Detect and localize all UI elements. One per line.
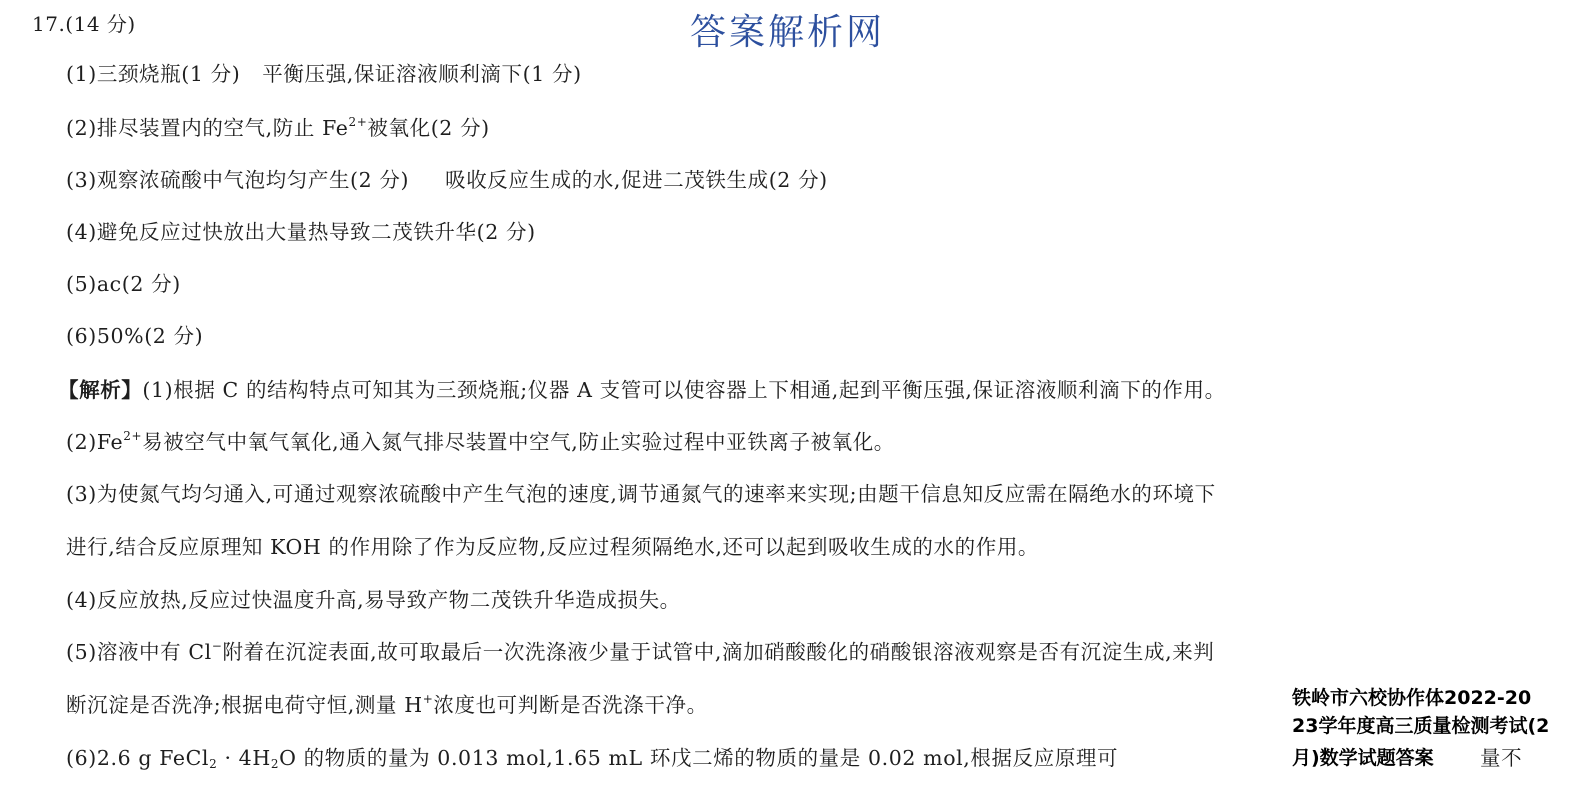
explanation-6-text-after: 附着在沉淀表面,故可取最后一次洗涤液少量于试管中,滴加硝酸酸化的硝酸银溶液观察是否有沉淀生成,来判 xyxy=(222,640,1215,664)
answer-line-4: (4)避免反应过快放出大量热导致二茂铁升华(2 分) xyxy=(66,220,536,244)
explanation-8-tail: 量不 xyxy=(1480,746,1523,770)
answer-line-3 xyxy=(66,166,828,194)
exam-title-overlay xyxy=(1292,684,1581,740)
explanation-7-text-before: 断沉淀是否洗净;根据电荷守恒,测量 H xyxy=(66,693,423,717)
answer-2-text-before: (2)排尽装置内的空气,防止 Fe xyxy=(66,116,349,140)
explanation-8-subscript-1: 2 xyxy=(209,757,218,771)
explanation-2-superscript: 2+ xyxy=(123,429,143,443)
explanation-8-part-3: O 的物质的量为 0.013 mol,1.65 mL 环戊二烯的物质的量是 0.02 mol,根据反应原理可 xyxy=(279,746,1119,770)
explanation-line-1 xyxy=(58,376,1226,404)
explanation-line-2 xyxy=(66,428,895,456)
explanation-7-superscript: + xyxy=(422,692,434,706)
answer-2-text-after: 被氧化(2 分) xyxy=(367,116,490,140)
explanation-6-text-before: (5)溶液中有 Cl xyxy=(66,640,212,664)
overlay-line-2: 23学年度高三质量检测考试(2 xyxy=(1292,715,1550,737)
explanation-8-part-2: · 4H xyxy=(217,746,271,770)
answer-line-1 xyxy=(66,60,582,88)
question-number: 17.(14 分) xyxy=(32,12,136,36)
overlay-line-1: 铁岭市六校协作体2022-20 xyxy=(1292,687,1532,709)
explanation-line-4: 进行,结合反应原理知 KOH 的作用除了作为反应物,反应过程须隔绝水,还可以起到吸收生成的水的作用。 xyxy=(66,535,1040,559)
explanation-line-8 xyxy=(66,744,1118,772)
explanation-line-5: (4)反应放热,反应过快温度升高,易导致产物二茂铁升华造成损失。 xyxy=(66,588,681,612)
explanation-1-text: (1)根据 C 的结构特点可知其为三颈烧瓶;仪器 A 支管可以使容器上下相通,起到平衡压强,保证溶液顺利滴下的作用。 xyxy=(142,378,1226,402)
watermark-title: 答案解析网 xyxy=(690,12,886,53)
explanation-7-text-after: 浓度也可判断是否洗涤干净。 xyxy=(433,693,708,717)
answer-1-part-2: 平衡压强,保证溶液顺利滴下(1 分) xyxy=(262,62,582,86)
explanation-label: 【解析】 xyxy=(58,378,143,402)
answer-line-5: (5)ac(2 分) xyxy=(66,272,181,296)
answer-line-2 xyxy=(66,114,490,142)
explanation-line-7 xyxy=(66,691,708,719)
explanation-6-superscript: − xyxy=(211,639,223,653)
answer-3-part-1: (3)观察浓硫酸中气泡均匀产生(2 分) xyxy=(66,168,410,192)
explanation-line-3: (3)为使氮气均匀通入,可通过观察浓硫酸中产生气泡的速度,调节通氮气的速率来实现;由题干信息知反应需在隔绝水的环境下 xyxy=(66,482,1216,506)
explanation-2-text-before: (2)Fe xyxy=(66,430,124,454)
answer-3-part-2: 吸收反应生成的水,促进二茂铁生成(2 分) xyxy=(445,168,828,192)
answer-line-6: (6)50%(2 分) xyxy=(66,324,204,348)
answer-1-part-1: (1)三颈烧瓶(1 分) xyxy=(66,62,241,86)
explanation-line-6 xyxy=(66,638,1214,666)
explanation-2-text-after: 易被空气中氧气氧化,通入氮气排尽装置中空气,防止实验过程中亚铁离子被氧化。 xyxy=(142,430,895,454)
explanation-8-part-1: (6)2.6 g FeCl xyxy=(66,746,210,770)
overlay-line-3: 月)数学试题答案 xyxy=(1292,744,1434,772)
explanation-8-subscript-2: 2 xyxy=(270,757,280,771)
answer-2-superscript: 2+ xyxy=(348,115,368,129)
